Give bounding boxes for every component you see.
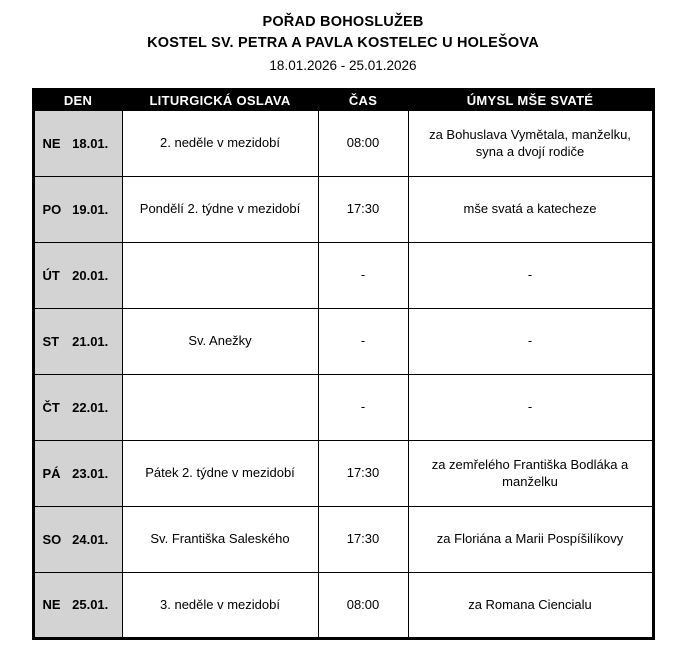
celebration-cell: Sv. Františka Saleského xyxy=(122,506,318,572)
day-cell xyxy=(33,176,122,242)
intention-cell: mše svatá a katecheze xyxy=(408,176,653,242)
table-row xyxy=(33,506,653,572)
day-date: 21.01. xyxy=(72,333,109,349)
page-title: POŘAD BOHOSLUŽEB xyxy=(262,14,424,30)
table-header-row xyxy=(33,89,653,110)
time-cell: 08:00 xyxy=(318,110,408,176)
day-abbr: ČT xyxy=(42,399,60,415)
time-cell: - xyxy=(318,374,408,440)
time-cell: - xyxy=(318,242,408,308)
day-cell xyxy=(33,242,122,308)
table-row xyxy=(33,572,653,638)
day-cell xyxy=(33,506,122,572)
celebration-cell: Sv. Anežky xyxy=(122,308,318,374)
column-header-intention: ÚMYSL MŠE SVATÉ xyxy=(408,89,653,110)
day-date: 18.01. xyxy=(72,135,109,151)
table-row xyxy=(33,110,653,176)
service-schedule-table xyxy=(32,88,655,640)
day-abbr: PÁ xyxy=(42,465,61,481)
day-date: 25.01. xyxy=(72,597,109,613)
day-cell xyxy=(33,440,122,506)
table-row xyxy=(33,440,653,506)
intention-cell: za Romana Ciencialu xyxy=(408,572,653,638)
day-abbr: NE xyxy=(42,597,61,613)
time-cell: 17:30 xyxy=(318,506,408,572)
day-cell xyxy=(33,308,122,374)
table-row xyxy=(33,242,653,308)
column-header-liturgy: LITURGICKÁ OSLAVA xyxy=(122,89,318,110)
time-cell: 17:30 xyxy=(318,176,408,242)
day-date: 23.01. xyxy=(72,465,109,481)
celebration-cell: Pondělí 2. týdne v mezidobí xyxy=(122,176,318,242)
day-date: 24.01. xyxy=(72,531,109,547)
time-cell: 08:00 xyxy=(318,572,408,638)
time-cell: - xyxy=(318,308,408,374)
celebration-cell: 3. neděle v mezidobí xyxy=(122,572,318,638)
day-abbr: NE xyxy=(42,135,61,151)
day-abbr: SO xyxy=(42,531,62,547)
intention-cell: - xyxy=(408,242,653,308)
intention-cell: za zemřelého Františka Bodláka a manželku xyxy=(408,440,653,506)
page-header xyxy=(0,12,686,76)
celebration-cell xyxy=(122,242,318,308)
intention-cell: - xyxy=(408,308,653,374)
table-row xyxy=(33,176,653,242)
day-abbr: PO xyxy=(42,201,62,217)
day-date: 22.01. xyxy=(72,399,109,415)
column-header-time: ČAS xyxy=(318,89,408,110)
intention-cell: za Floriána a Marii Pospíšilíkovy xyxy=(408,506,653,572)
date-range: 18.01.2026 - 25.01.2026 xyxy=(269,58,417,74)
day-abbr: ÚT xyxy=(42,267,60,283)
day-abbr: ST xyxy=(42,333,60,349)
intention-cell: - xyxy=(408,374,653,440)
intention-cell: za Bohuslava Vymětala, manželku, syna a dvojí rodiče xyxy=(408,110,653,176)
day-date: 19.01. xyxy=(72,201,109,217)
day-cell xyxy=(33,374,122,440)
day-cell xyxy=(33,572,122,638)
table-row xyxy=(33,308,653,374)
day-date: 20.01. xyxy=(72,267,109,283)
day-cell xyxy=(33,110,122,176)
celebration-cell: Pátek 2. týdne v mezidobí xyxy=(122,440,318,506)
celebration-cell: 2. neděle v mezidobí xyxy=(122,110,318,176)
time-cell: 17:30 xyxy=(318,440,408,506)
column-header-day: DEN xyxy=(33,89,122,110)
page-subtitle: KOSTEL SV. PETRA A PAVLA KOSTELEC U HOLEŠOVA xyxy=(147,35,539,52)
celebration-cell xyxy=(122,374,318,440)
table-row xyxy=(33,374,653,440)
